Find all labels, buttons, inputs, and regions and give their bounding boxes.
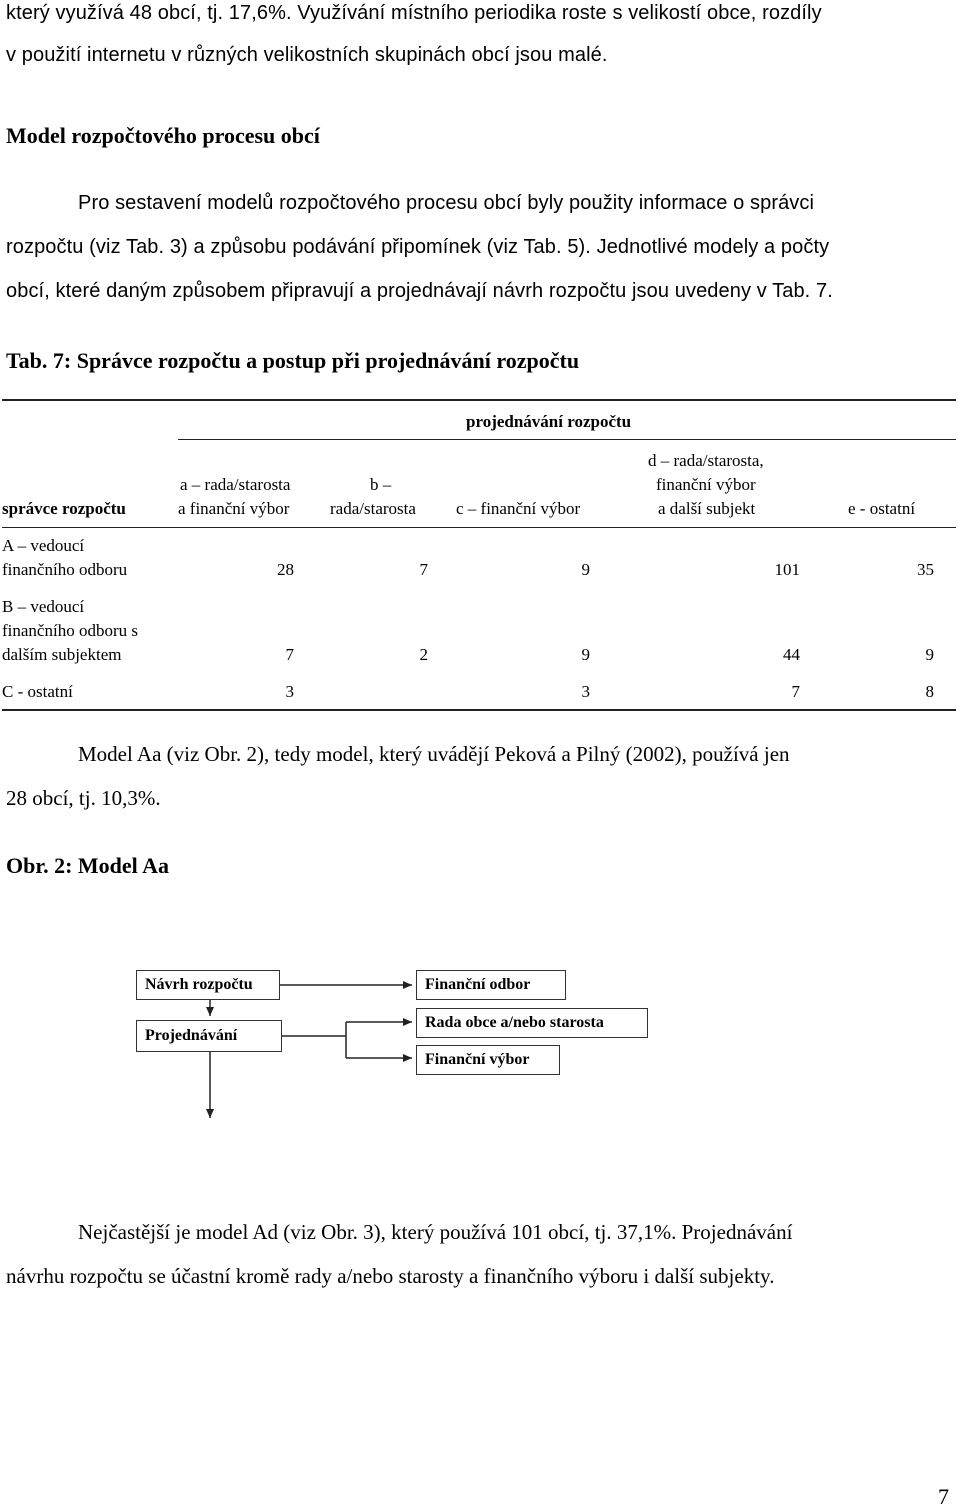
table-caption: Tab. 7: Správce rozpočtu a postup při projednávání rozpočtu — [6, 348, 580, 373]
row-b-label-1: B – vedoucí — [2, 597, 85, 616]
row-c-label-1: C - ostatní — [2, 682, 73, 701]
col-c-header: c – finanční výbor — [456, 499, 581, 518]
row-a-label-1: A – vedoucí — [2, 536, 85, 555]
col-b-header-1: b – — [370, 475, 392, 494]
row-a-value-a: 28 — [277, 560, 294, 579]
box-rada-obce: Rada obce a/nebo starosta — [416, 1008, 648, 1038]
row-b-value-d: 44 — [783, 645, 800, 664]
box-navrh-rozpoctu: Návrh rozpočtu — [136, 970, 280, 1000]
model-aa-line-1: Model Aa (viz Obr. 2), tedy model, který uvádějí Peková a Pilný (2002), používá jen — [78, 742, 790, 766]
row-b-value-e: 9 — [925, 645, 934, 664]
box-financni-odbor: Finanční odbor — [416, 970, 566, 1000]
row-header: správce rozpočtu — [2, 499, 126, 518]
col-b-header-2: rada/starosta — [330, 499, 416, 518]
page-number: 7 — [938, 1484, 949, 1509]
row-a-label-2: finančního odboru — [2, 560, 128, 579]
col-a-header-2: a finanční výbor — [178, 499, 290, 518]
row-b-label-3: dalším subjektem — [2, 645, 122, 664]
section-para-line-3: obcí, které daným způsobem připravují a projednávají návrh rozpočtu jsou uvedeny v Tab. 7. — [6, 280, 833, 302]
closing-line-1: Nejčastější je model Ad (viz Obr. 3), který používá 101 obcí, tj. 37,1%. Projednávání — [78, 1220, 793, 1244]
row-b-value-a: 7 — [285, 645, 294, 664]
col-d-header-1: d – rada/starosta, — [648, 451, 764, 470]
intro-line-1: který využívá 48 obcí, tj. 17,6%. Využívání místního periodika roste s velikostí obce, rozdíly — [6, 2, 822, 24]
col-a-header-1: a – rada/starosta — [180, 475, 291, 494]
row-a-value-e: 35 — [917, 560, 934, 579]
section-heading: Model rozpočtového procesu obcí — [6, 123, 320, 148]
section-para-line-2: rozpočtu (viz Tab. 3) a způsobu podávání připomínek (viz Tab. 5). Jednotlivé modely a počty — [6, 236, 830, 258]
row-c-value-e: 8 — [925, 682, 934, 701]
section-para-line-1: Pro sestavení modelů rozpočtového procesu obcí byly použity informace o správci — [78, 192, 815, 214]
row-a-value-c: 9 — [581, 560, 590, 579]
col-e-header: e - ostatní — [848, 499, 916, 518]
col-d-header-3: a další subjekt — [658, 499, 756, 518]
row-b-label-2: finančního odboru s — [2, 621, 138, 640]
row-b-value-c: 9 — [581, 645, 590, 664]
figure-caption: Obr. 2: Model Aa — [6, 853, 169, 878]
box-projednavani: Projednávání — [136, 1020, 282, 1052]
row-b-value-b: 2 — [419, 645, 428, 664]
row-c-value-c: 3 — [581, 682, 590, 701]
box-financni-vybor: Finanční výbor — [416, 1045, 560, 1075]
model-aa-line-2: 28 obcí, tj. 10,3%. — [6, 786, 161, 810]
col-d-header-2: finanční výbor — [656, 475, 756, 494]
intro-line-2: v použití internetu v různých velikostních skupinách obcí jsou malé. — [6, 44, 608, 66]
group-header: projednávání rozpočtu — [466, 412, 632, 431]
closing-line-2: návrhu rozpočtu se účastní kromě rady a/nebo starosty a finančního výboru i další subjekty. — [6, 1264, 775, 1288]
row-a-value-d: 101 — [774, 560, 800, 579]
row-a-value-b: 7 — [419, 560, 428, 579]
row-c-value-d: 7 — [791, 682, 800, 701]
row-c-value-a: 3 — [285, 682, 294, 701]
